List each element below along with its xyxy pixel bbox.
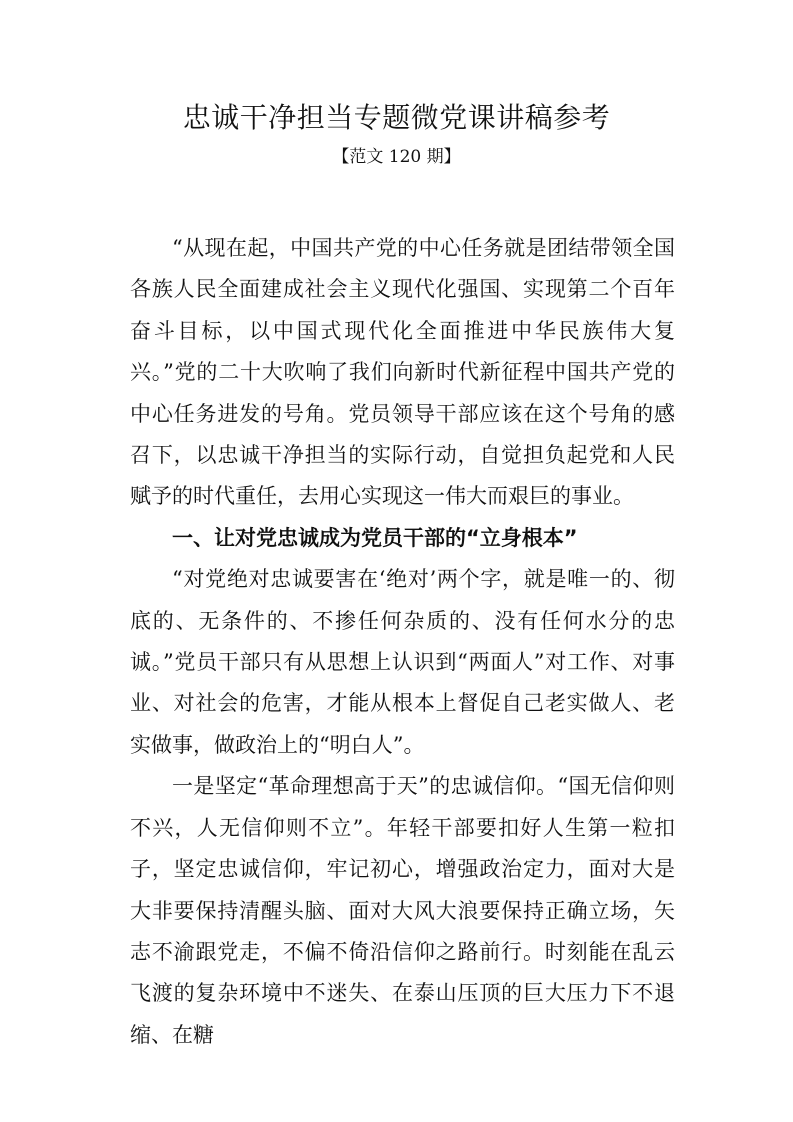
paragraph-loyalty-quote: “对党绝对忠诚要害在‘绝对’两个字，就是唯一的、彻底的、无条件的、不掺任何杂质的、没有任何水分的忠诚。”党员干部只有从思想上认识到“两面人”对工作、对事业、对社会的危害，才能从根本上督促自己老实做人、老实做事，做政治上的“明白人”。	[130, 567, 675, 757]
paragraph-point-one: 一是坚定“革命理想高于天”的忠诚信仰。“国无信仰则不兴，人无信仰则不立”。年轻干部要扣好人生第一粒扣子，坚定忠诚信仰，牢记初心，增强政治定力，面对大是大非要保持清醒头脑、面对大风大浪要保持正确立场，矢志不渝跟党走，不偏不倚沿信仰之路前行。时刻能在乱云飞渡的复杂环境中不迷失、在泰山压顶的巨大压力下不退缩、在糖	[130, 774, 675, 1047]
section-heading-1: 一、让对党忠诚成为党员干部的“立身根本”	[172, 525, 578, 550]
document-body	[130, 228, 675, 1056]
document-subtitle: 【范文 120 期】	[332, 147, 461, 167]
document-title: 忠诚干净担当专题微党课讲稿参考	[182, 101, 611, 134]
paragraph-intro: “从现在起，中国共产党的中心任务就是团结带领全国各族人民全面建成社会主义现代化强国、实现第二个百年奋斗目标，以中国式现代化全面推进中华民族伟大复兴。”党的二十大吹响了我们向新时代新征程中国共产党的中心任务进发的号角。党员领导干部应该在这个号角的感召下，以忠诚干净担当的实际行动，自觉担负起党和人民赋予的时代重任，去用心实现这一伟大而艰巨的事业。	[130, 236, 675, 509]
